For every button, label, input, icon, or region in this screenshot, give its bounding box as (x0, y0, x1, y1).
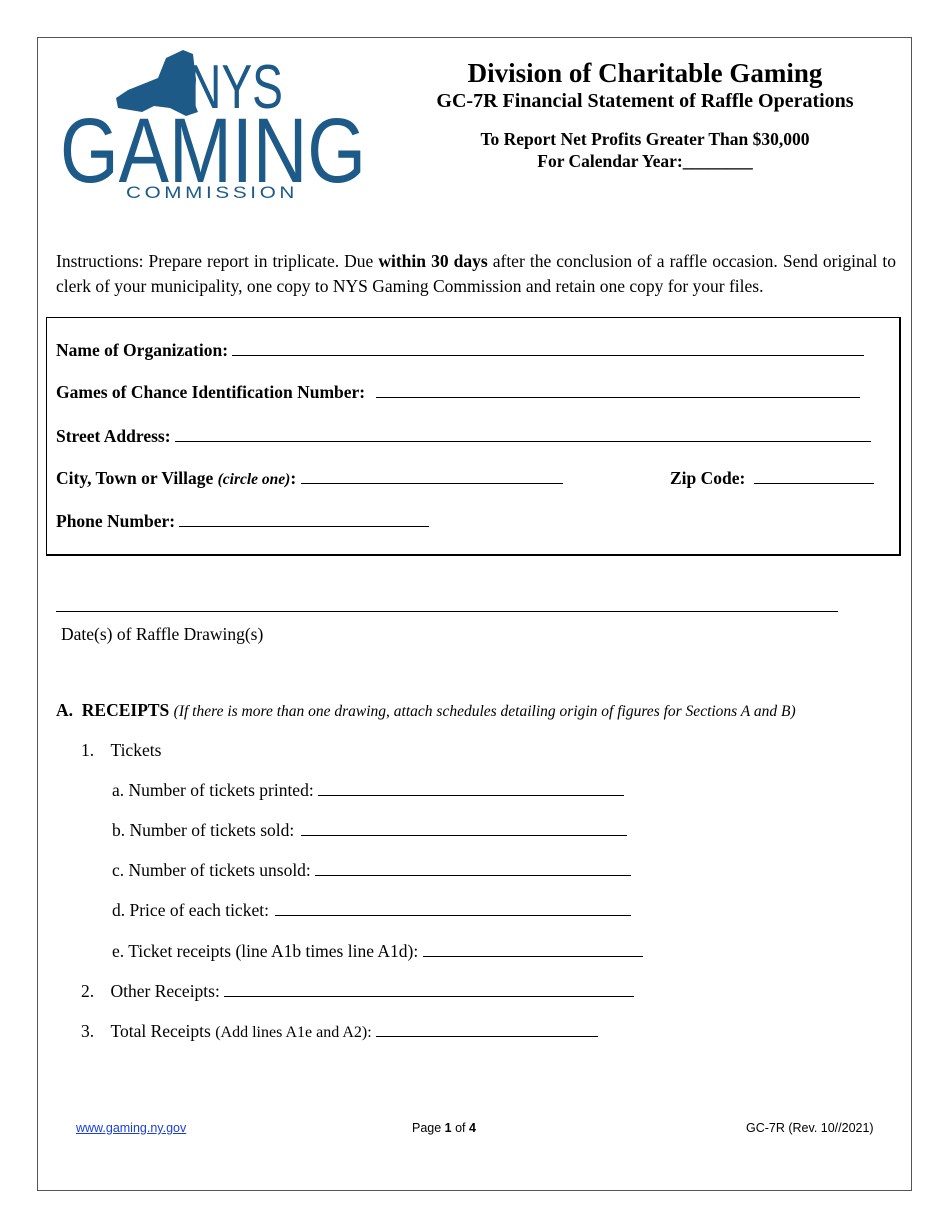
instructions-paragraph (56, 249, 896, 299)
other-receipts-field[interactable] (224, 982, 634, 997)
section-a-title: RECEIPTS (81, 700, 170, 720)
sub-item-e-label: Ticket receipts (line A1b times line A1d): (128, 941, 419, 961)
zip-field[interactable] (754, 469, 874, 484)
instructions-deadline: within 30 days (378, 251, 488, 271)
calendar-year-line (400, 151, 890, 172)
item-3 (81, 1021, 598, 1042)
ticket-receipts-field[interactable] (423, 942, 643, 957)
sub-item-c-letter: c. (112, 860, 125, 880)
page-indicator (412, 1121, 476, 1135)
street-address-field[interactable] (175, 427, 871, 442)
logo-commission-text: COMMISSION (126, 183, 298, 202)
sub-item-c (112, 860, 631, 881)
ticket-price-field[interactable] (275, 901, 631, 916)
page-word: Page (412, 1121, 445, 1135)
form-revision: GC-7R (Rev. 10//2021) (746, 1121, 874, 1135)
sub-item-b (112, 820, 627, 841)
games-id-label: Games of Chance Identification Number: (56, 382, 366, 402)
item-3-note: (Add lines A1e and A2): (215, 1024, 372, 1041)
sub-item-b-letter: b. (112, 820, 126, 840)
drawing-date-field[interactable] (56, 611, 838, 612)
item-3-number: 3. (81, 1021, 95, 1041)
organization-name-row (56, 340, 864, 361)
sub-item-d-letter: d. (112, 900, 126, 920)
form-title: GC-7R Financial Statement of Raffle Operations (436, 90, 854, 112)
zip-row (670, 468, 874, 489)
city-field[interactable] (301, 469, 563, 484)
phone-row (56, 511, 429, 532)
website-link[interactable]: www.gaming.ny.gov (76, 1121, 187, 1135)
page-total: 4 (469, 1121, 476, 1135)
city-note: (circle one) (217, 471, 291, 488)
tickets-unsold-field[interactable] (315, 861, 631, 876)
sub-item-d (112, 900, 631, 921)
item-1-number: 1. (81, 740, 95, 760)
street-address-row (56, 426, 871, 447)
sub-item-d-label: Price of each ticket: (129, 900, 269, 920)
total-receipts-field[interactable] (376, 1022, 598, 1037)
organization-name-field[interactable] (232, 341, 864, 356)
logo-gaming-text: GAMING (60, 100, 366, 202)
sub-item-e (112, 941, 643, 962)
city-label: City, Town or Village (56, 468, 214, 488)
page-number: 1 (444, 1121, 452, 1135)
organization-name-label: Name of Organization: (56, 340, 229, 360)
page-border (37, 37, 912, 1191)
phone-label: Phone Number: (56, 511, 176, 531)
tickets-printed-field[interactable] (318, 781, 624, 796)
division-title: Division of Charitable Gaming (467, 58, 823, 88)
logo-graphic (58, 50, 378, 205)
item-2 (81, 981, 634, 1002)
sub-item-a-label: Number of tickets printed: (128, 780, 314, 800)
nys-gaming-commission-logo (58, 50, 378, 205)
item-2-label: Other Receipts: (110, 981, 220, 1001)
drawing-date-label: Date(s) of Raffle Drawing(s) (61, 624, 264, 644)
calendar-year-field[interactable]: ________ (682, 151, 753, 171)
tickets-sold-field[interactable] (301, 821, 627, 836)
item-1-label: Tickets (110, 740, 162, 760)
games-id-field[interactable] (376, 383, 860, 398)
item-1 (81, 740, 161, 761)
sub-item-a (112, 780, 624, 801)
sub-item-a-letter: a. (112, 780, 125, 800)
city-colon: : (290, 468, 297, 488)
item-2-number: 2. (81, 981, 95, 1001)
sub-item-b-label: Number of tickets sold: (129, 820, 295, 840)
instructions-prefix: Instructions: Prepare report in triplicate. Due (56, 251, 379, 271)
report-threshold-line: To Report Net Profits Greater Than $30,000 (480, 129, 810, 149)
games-id-row (56, 382, 860, 403)
calendar-year-label: For Calendar Year: (537, 151, 683, 171)
city-row (56, 468, 563, 489)
logo-nys-text: NYS (188, 53, 283, 122)
section-a-note: (If there is more than one drawing, attach schedules detailing origin of figures for Sections A and B) (173, 703, 796, 720)
instructions-suffix: after the conclusion of a raffle occasion. Send original to clerk of your municipality, one copy to NYS Gaming Commission and retain one copy for your files. (56, 251, 896, 296)
sub-item-c-label: Number of tickets unsold: (128, 860, 311, 880)
phone-field[interactable] (179, 512, 429, 527)
section-a-letter: A. (56, 700, 74, 720)
section-a-heading (56, 700, 796, 721)
zip-label: Zip Code: (670, 468, 746, 488)
page-of: of (451, 1121, 469, 1135)
item-3-label: Total Receipts (110, 1021, 211, 1041)
street-address-label: Street Address: (56, 426, 171, 446)
sub-item-e-letter: e. (112, 941, 125, 961)
